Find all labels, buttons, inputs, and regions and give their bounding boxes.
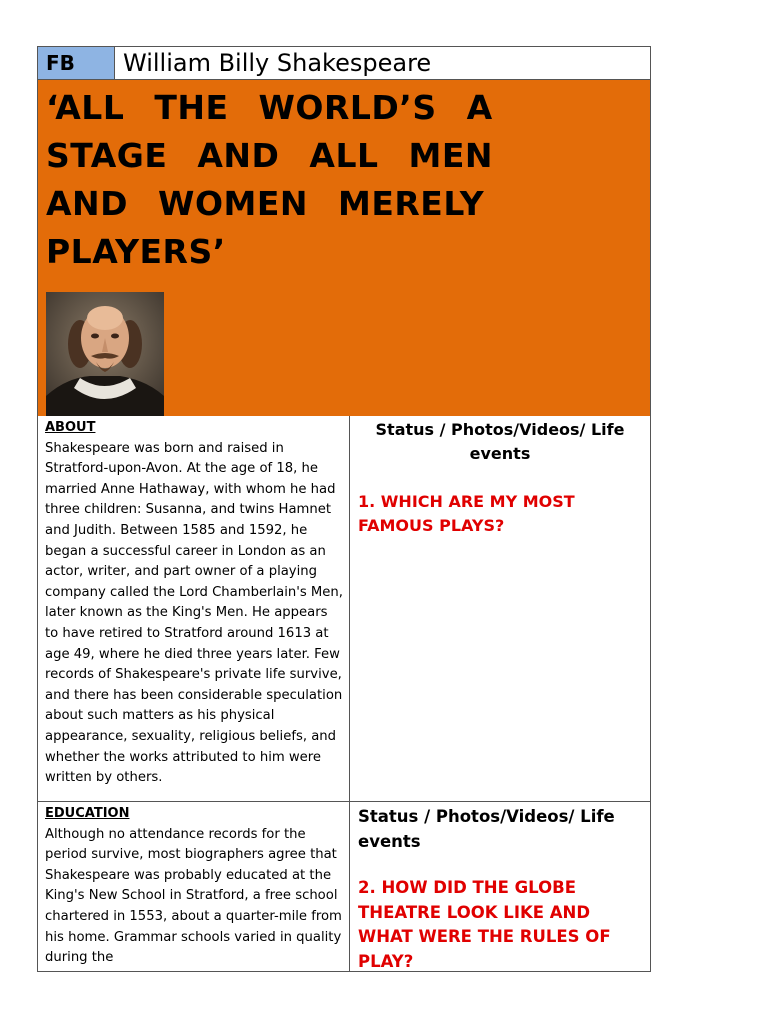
quote-line: STAGE AND ALL MEN xyxy=(46,136,493,175)
about-status-cell xyxy=(350,416,650,801)
education-title: EDUCATION xyxy=(45,806,130,821)
cover-quote xyxy=(46,84,566,276)
profile-name: William Billy Shakespeare xyxy=(123,49,432,77)
quote-line: AND WOMEN MERELY xyxy=(46,184,485,223)
about-row xyxy=(37,416,651,802)
fb-tag: FB xyxy=(38,47,115,79)
about-title: ABOUT xyxy=(45,420,96,435)
portrait-icon xyxy=(46,292,164,416)
question-2: 2. HOW DID THE GLOBE THEATRE LOOK LIKE AND WHAT WERE THE RULES OF PLAY? xyxy=(358,878,611,971)
question-1: 1. WHICH ARE MY MOST FAMOUS PLAYS? xyxy=(358,492,575,535)
quote-line: ‘ALL THE WORLD’S A xyxy=(46,88,493,127)
portrait-photo xyxy=(46,292,164,416)
header-row xyxy=(37,46,651,80)
profile-sheet xyxy=(37,46,651,972)
education-cell xyxy=(38,802,350,971)
education-status-cell xyxy=(350,802,650,971)
status-label: Status / Photos/Videos/ Life events xyxy=(375,420,625,463)
quote-line: PLAYERS’ xyxy=(46,232,226,271)
about-cell xyxy=(38,416,350,801)
education-text: Although no attendance records for the period survive, most biographers agree that Shakespeare was probably educated at the King's New School in Stratford, a free school chartered in 1553, about a quarter-mile from his home. Grammar schools varied in quality during the xyxy=(45,826,342,966)
cover-banner xyxy=(37,80,651,416)
status-label: Status / Photos/Videos/ Life events xyxy=(358,807,615,851)
education-row xyxy=(37,802,651,972)
about-text: Shakespeare was born and raised in Stratford-upon-Avon. At the age of 18, he married Anne Hathaway, with whom he had three children: Susanna, and twins Hamnet and Judith. Between 1585 and 1592, he began a successful career in London as an actor, writer, and part owner of a playing company called the Lord Chamberlain's Men, later known as the King's Men. He appears to have retired to Stratford around 1613 at age 49, where he died three years later. Few records of Shakespeare's private life survive, and there has been considerable speculation about such matters as his physical appearance, sexuality, religious beliefs, and whether the works attributed to him were written by others. xyxy=(45,440,343,786)
